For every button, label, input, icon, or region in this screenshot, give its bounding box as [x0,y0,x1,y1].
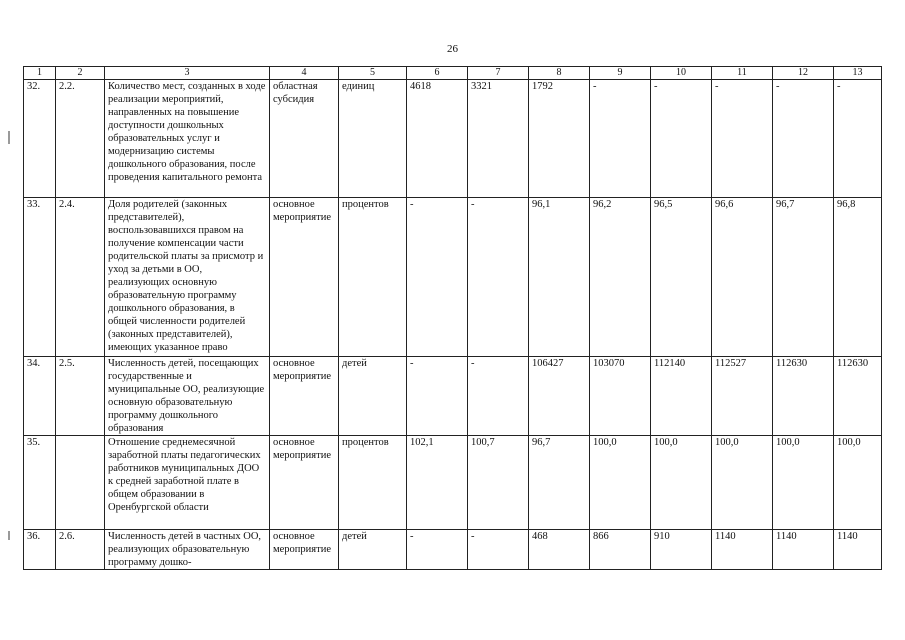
value-col-7: - [468,357,529,436]
value-col-8: 468 [529,530,590,570]
value-col-13: 100,0 [834,436,882,530]
value-col-8: 96,7 [529,436,590,530]
value-col-7: 100,7 [468,436,529,530]
value-col-11: 112527 [712,357,773,436]
unit: детей [339,357,407,436]
value-col-11: - [712,80,773,198]
value-col-7: - [468,198,529,357]
value-col-7: 3321 [468,80,529,198]
value-col-12: - [773,80,834,198]
unit: процентов [339,436,407,530]
column-header: 8 [529,67,590,80]
indicator-name: Количество мест, созданных в ходе реализации мероприятий, направленных на повышение доступности дошкольных образовательных услуг и модернизацию системы дошкольного образования, после проведения капитального ремонта [105,80,270,198]
value-col-11: 1140 [712,530,773,570]
table-row [24,436,882,530]
column-header: 11 [712,67,773,80]
column-header: 5 [339,67,407,80]
unit: детей [339,530,407,570]
table-header [24,67,882,80]
value-col-9: 866 [590,530,651,570]
row-code: 2.2. [56,80,105,198]
column-number-row [24,67,882,80]
margin-mark [8,531,10,540]
value-col-8: 106427 [529,357,590,436]
value-col-6: 4618 [407,80,468,198]
row-number: 35. [24,436,56,530]
value-col-13: 96,8 [834,198,882,357]
row-code: 2.6. [56,530,105,570]
page-number: 26 [447,43,458,55]
column-header: 13 [834,67,882,80]
funding-source: основное мероприятие [270,436,339,530]
table-row [24,198,882,357]
value-col-11: 100,0 [712,436,773,530]
funding-source: основное мероприятие [270,357,339,436]
unit: единиц [339,80,407,198]
value-col-13: 112630 [834,357,882,436]
value-col-12: 112630 [773,357,834,436]
value-col-9: 103070 [590,357,651,436]
value-col-10: 910 [651,530,712,570]
row-code [56,436,105,530]
column-header: 3 [105,67,270,80]
value-col-10: 112140 [651,357,712,436]
value-col-12: 96,7 [773,198,834,357]
value-col-12: 100,0 [773,436,834,530]
indicator-name: Отношение среднемесячной заработной платы педагогических работников муниципальных ДОО к средней заработной плате в общем образовании в Оренбургской области [105,436,270,530]
value-col-8: 1792 [529,80,590,198]
column-header: 9 [590,67,651,80]
value-col-6: - [407,530,468,570]
row-code: 2.4. [56,198,105,357]
table-row [24,357,882,436]
row-number: 36. [24,530,56,570]
indicator-table [23,66,882,570]
indicator-name: Численность детей, посещающих государственные и муниципальные ОО, реализующие основную образовательную программу дошкольного образования [105,357,270,436]
indicator-name: Численность детей в частных ОО, реализующих образовательную программу дошко- [105,530,270,570]
value-col-13: - [834,80,882,198]
value-col-6: 102,1 [407,436,468,530]
value-col-8: 96,1 [529,198,590,357]
value-col-11: 96,6 [712,198,773,357]
column-header: 6 [407,67,468,80]
column-header: 12 [773,67,834,80]
unit: процентов [339,198,407,357]
margin-mark [8,131,10,144]
value-col-7: - [468,530,529,570]
funding-source: основное мероприятие [270,198,339,357]
value-col-12: 1140 [773,530,834,570]
row-number: 32. [24,80,56,198]
row-number: 34. [24,357,56,436]
value-col-6: - [407,357,468,436]
value-col-13: 1140 [834,530,882,570]
value-col-9: 96,2 [590,198,651,357]
value-col-10: 100,0 [651,436,712,530]
funding-source: областная субсидия [270,80,339,198]
column-header: 1 [24,67,56,80]
row-number: 33. [24,198,56,357]
value-col-9: 100,0 [590,436,651,530]
value-col-9: - [590,80,651,198]
value-col-6: - [407,198,468,357]
value-col-10: 96,5 [651,198,712,357]
indicator-name: Доля родителей (законных представителей), воспользовавшихся правом на получение компенсации части родительской платы за присмотр и уход за детьми в ОО, реализующих основную образовательную программу дошкольного образования, в общей численности родителей (законных представителей), имеющих указанное право [105,198,270,357]
row-code: 2.5. [56,357,105,436]
column-header: 4 [270,67,339,80]
column-header: 7 [468,67,529,80]
column-header: 2 [56,67,105,80]
table-row [24,80,882,198]
column-header: 10 [651,67,712,80]
table-row [24,530,882,570]
funding-source: основное мероприятие [270,530,339,570]
value-col-10: - [651,80,712,198]
